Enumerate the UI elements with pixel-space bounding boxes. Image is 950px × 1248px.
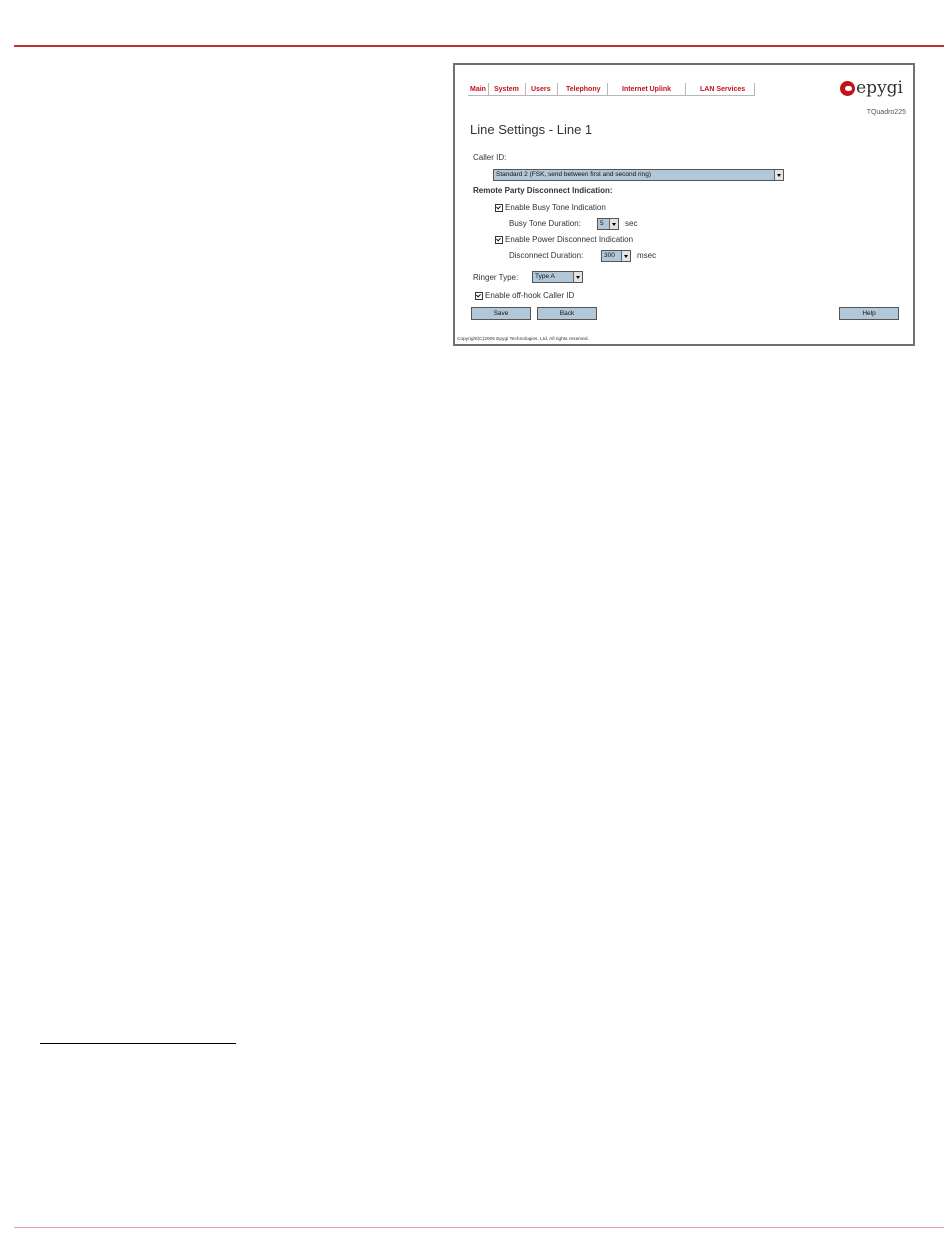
busy-tone-checkbox[interactable] — [495, 204, 503, 212]
tab-internet-uplink[interactable]: Internet Uplink — [608, 83, 686, 96]
logo-text: epygi — [856, 78, 903, 98]
top-nav — [468, 83, 755, 97]
screenshot-frame — [453, 63, 915, 346]
busy-tone-duration-value: 5 — [600, 220, 604, 227]
tab-users[interactable]: Users — [526, 83, 558, 96]
busy-tone-duration-label: Busy Tone Duration: — [509, 219, 581, 228]
busy-tone-row — [495, 203, 606, 212]
save-button[interactable]: Save — [471, 307, 531, 320]
back-button[interactable]: Back — [537, 307, 597, 320]
ringer-type-value: Type A — [535, 273, 555, 280]
model-name: TQuadro225 — [866, 109, 906, 116]
caller-id-value: Standard 2 (FSK, send between first and second ring) — [496, 171, 652, 178]
epygi-logo — [840, 78, 903, 98]
power-disconnect-checkbox[interactable] — [495, 236, 503, 244]
tab-lan-services[interactable]: LAN Services — [686, 83, 755, 96]
epygi-logo-icon — [840, 81, 855, 96]
busy-tone-label: Enable Busy Tone Indication — [505, 203, 606, 212]
ringer-type-select[interactable] — [532, 271, 583, 283]
chevron-down-icon — [573, 272, 582, 282]
footnote-rule — [40, 1043, 236, 1044]
copyright-text: Copyright(C)2005 Epygi Technologies, Ltd. All rights reserved. — [457, 337, 589, 342]
power-disconnect-label: Enable Power Disconnect Indication — [505, 235, 634, 244]
tab-system[interactable]: System — [489, 83, 526, 96]
offhook-row — [475, 291, 574, 300]
busy-tone-unit: sec — [625, 219, 638, 228]
disconnect-duration-select[interactable] — [601, 250, 631, 262]
power-disconnect-row — [495, 235, 633, 244]
ringer-type-label: Ringer Type: — [473, 273, 519, 282]
tab-main[interactable]: Main — [468, 83, 489, 96]
tab-telephony[interactable]: Telephony — [558, 83, 608, 96]
header-rule — [14, 45, 944, 47]
help-button[interactable]: Help — [839, 307, 899, 320]
disconnect-duration-unit: msec — [637, 251, 657, 260]
offhook-label: Enable off-hook Caller ID — [485, 291, 575, 300]
caller-id-label: Caller ID: — [473, 153, 507, 162]
page-title: Line Settings - Line 1 — [470, 122, 593, 137]
offhook-checkbox[interactable] — [475, 292, 483, 300]
chevron-down-icon — [621, 251, 630, 261]
disconnect-duration-label: Disconnect Duration: — [509, 251, 584, 260]
footer-rule — [14, 1227, 944, 1228]
busy-tone-duration-select[interactable] — [597, 218, 619, 230]
remote-party-label: Remote Party Disconnect Indication: — [473, 186, 613, 195]
caller-id-select[interactable] — [493, 169, 784, 181]
disconnect-duration-value: 300 — [604, 252, 615, 259]
chevron-down-icon — [774, 170, 783, 180]
chevron-down-icon — [609, 219, 618, 229]
